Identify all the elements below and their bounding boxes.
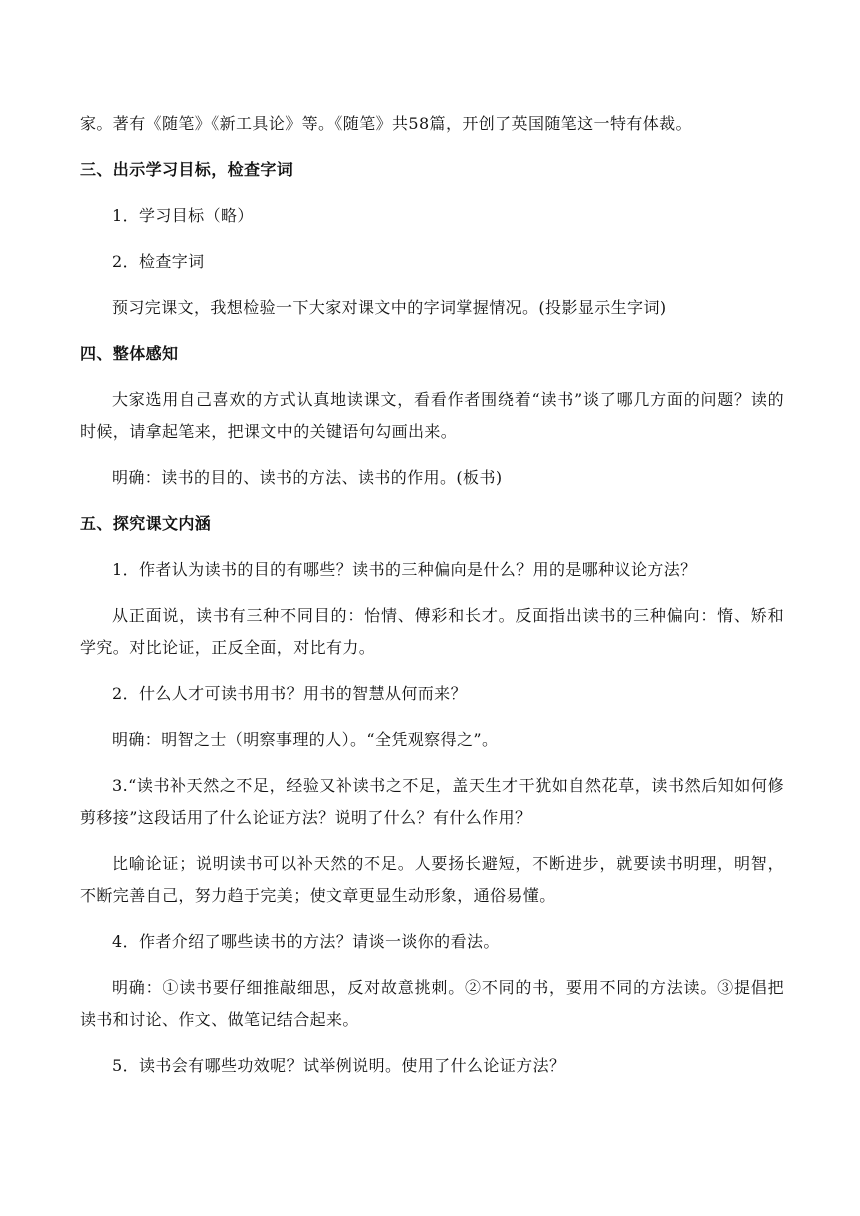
answer-2: 明确：明智之士（明察事理的人）。“全凭观察得之”。 [112,730,499,749]
question-1: 1．作者认为读书的目的有哪些？读书的三种偏向是什么？用的是哪种议论方法？ [112,560,697,579]
answer-4: 明确：①读书要仔细推敲细思，反对故意挑刺。②不同的书，要用不同的方法读。③提倡把读书和讨论、作文、做笔记结合起来。 [80,978,784,1029]
item-learning-goals: 1．学习目标（略） [112,206,254,225]
answer-3: 比喻论证；说明读书可以补天然的不足。人要扬长避短，不断进步，就要读书明理，明智，不断完善自己，努力趋于完美；使文章更显生动形象，通俗易懂。 [80,854,784,905]
question-5: 5．读书会有哪些功效呢？试举例说明。使用了什么论证方法？ [112,1056,566,1075]
section-heading-5: 五、探究课文内涵 [80,514,212,533]
paragraph-author-works: 家。著有《随笔》《新工具论》等。《随笔》共58篇，开创了英国随笔这一特有体裁。 [80,114,692,133]
question-3: 3.“读书补天然之不足，经验又补读书之不足，盖天生才干犹如自然花草，读书然后知如何修剪移接”这段话用了什么论证方法？说明了什么？有什么作用？ [80,776,784,827]
question-4: 4．作者介绍了哪些读书的方法？请谈一谈你的看法。 [112,932,500,951]
paragraph-overall-reading: 大家选用自己喜欢的方式认真地读课文，看看作者围绕着“读书”谈了哪几方面的问题？读的时候，请拿起笔来，把课文中的关键语句勾画出来。 [80,390,784,441]
item-check-words: 2．检查字词 [112,252,205,271]
paragraph-clarify-1: 明确：读书的目的、读书的方法、读书的作用。(板书) [112,468,503,487]
question-2: 2．什么人才可读书用书？用书的智慧从何而来？ [112,684,467,703]
section-heading-4: 四、整体感知 [80,344,179,363]
answer-1: 从正面说，读书有三种不同目的：怡情、傅彩和长才。反面指出读书的三种偏向：惰、矫和学究。对比论证，正反全面，对比有力。 [80,606,784,657]
paragraph-preview: 预习完课文，我想检验一下大家对课文中的字词掌握情况。(投影显示生字词) [112,298,667,317]
section-heading-3: 三、出示学习目标，检查字词 [80,160,294,179]
document-page [80,108,784,1082]
